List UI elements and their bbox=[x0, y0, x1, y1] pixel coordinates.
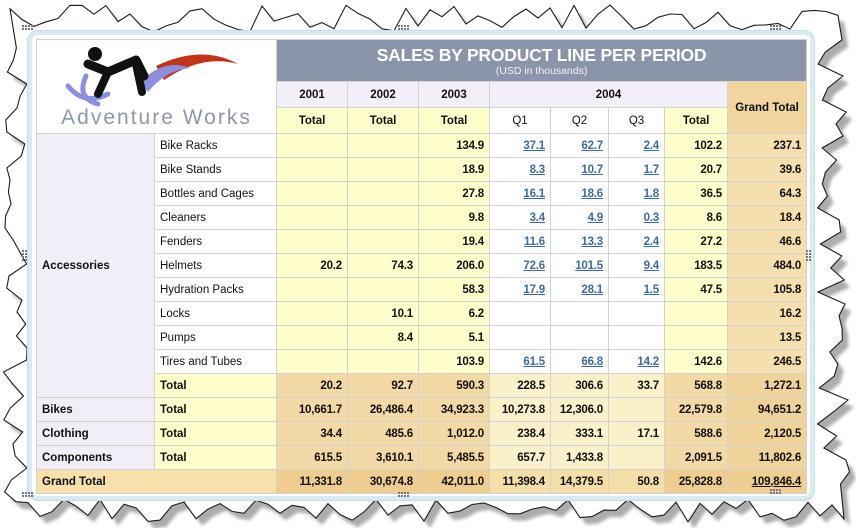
value-cell bbox=[665, 302, 728, 326]
value-cell: 26,486.4 bbox=[348, 398, 419, 422]
value-cell bbox=[609, 182, 665, 206]
value-cell bbox=[277, 206, 348, 230]
resize-handle-top-middle[interactable] bbox=[398, 25, 400, 27]
product-label-bike-stands: Bike Stands bbox=[155, 158, 277, 182]
value-cell bbox=[277, 350, 348, 374]
value-cell bbox=[551, 158, 609, 182]
product-label-bike-racks: Bike Racks bbox=[155, 134, 277, 158]
value-cell bbox=[348, 230, 419, 254]
value-cell bbox=[490, 134, 551, 158]
year-header-2001: 2001 bbox=[277, 82, 348, 108]
value-cell: 18.9 bbox=[419, 158, 490, 182]
quarter-drill-link[interactable]: 62.7 bbox=[581, 139, 603, 152]
total-subheader-2002: Total bbox=[348, 108, 419, 134]
year-header-2003: 2003 bbox=[419, 82, 490, 108]
value-cell: 237.1 bbox=[728, 134, 807, 158]
category-label-accessories: Accessories bbox=[37, 134, 155, 398]
value-cell bbox=[277, 278, 348, 302]
product-label-tires-and-tubes: Tires and Tubes bbox=[155, 350, 277, 374]
value-cell: 25,828.8 bbox=[665, 470, 728, 494]
value-cell bbox=[277, 230, 348, 254]
quarter-header-q2: Q2 bbox=[551, 108, 609, 134]
value-cell: 22,579.8 bbox=[665, 398, 728, 422]
total-row-label: Total bbox=[155, 374, 277, 398]
value-cell: 34,923.3 bbox=[419, 398, 490, 422]
value-cell: 20.2 bbox=[277, 254, 348, 278]
year-header-2002: 2002 bbox=[348, 82, 419, 108]
value-cell: 27.2 bbox=[665, 230, 728, 254]
value-cell: 588.6 bbox=[665, 422, 728, 446]
value-cell: 306.6 bbox=[551, 374, 609, 398]
category-label-components: Components bbox=[37, 446, 155, 470]
value-cell bbox=[551, 206, 609, 230]
quarter-drill-link[interactable]: 11.6 bbox=[524, 235, 545, 248]
value-cell: 102.2 bbox=[665, 134, 728, 158]
product-label-locks: Locks bbox=[155, 302, 277, 326]
value-cell: 485.6 bbox=[348, 422, 419, 446]
value-cell: 1,272.1 bbox=[728, 374, 807, 398]
product-label-pumps: Pumps bbox=[155, 326, 277, 350]
value-cell bbox=[490, 158, 551, 182]
value-cell: 8.6 bbox=[665, 206, 728, 230]
value-cell: 183.5 bbox=[665, 254, 728, 278]
value-cell: 246.5 bbox=[728, 350, 807, 374]
quarter-drill-link[interactable]: 17.9 bbox=[523, 283, 545, 296]
value-cell: 10,273.8 bbox=[490, 398, 551, 422]
product-label-helmets: Helmets bbox=[155, 254, 277, 278]
report-title-cell bbox=[277, 40, 807, 82]
quarter-drill-link[interactable]: 13.3 bbox=[581, 235, 603, 248]
resize-handle-bottom-middle[interactable] bbox=[398, 492, 400, 494]
quarter-drill-link[interactable]: 2.4 bbox=[643, 139, 659, 152]
value-cell bbox=[551, 302, 609, 326]
value-cell bbox=[348, 182, 419, 206]
value-cell: 20.7 bbox=[665, 158, 728, 182]
value-cell bbox=[609, 302, 665, 326]
quarter-drill-link[interactable]: 1.8 bbox=[643, 187, 659, 200]
value-cell: 10.1 bbox=[348, 302, 419, 326]
quarter-drill-link[interactable]: 101.5 bbox=[575, 259, 603, 272]
value-cell: 206.0 bbox=[419, 254, 490, 278]
value-cell: 42,011.0 bbox=[419, 470, 490, 494]
value-cell: 36.5 bbox=[665, 182, 728, 206]
value-cell: 16.2 bbox=[728, 302, 807, 326]
value-cell bbox=[490, 350, 551, 374]
value-cell bbox=[551, 182, 609, 206]
sales-pivot-table bbox=[36, 39, 807, 494]
quarter-drill-link[interactable]: 66.8 bbox=[581, 355, 603, 368]
value-cell: 20.2 bbox=[277, 374, 348, 398]
quarter-drill-link[interactable]: 28.1 bbox=[581, 283, 603, 296]
value-cell bbox=[490, 278, 551, 302]
value-cell: 103.9 bbox=[419, 350, 490, 374]
value-cell bbox=[609, 350, 665, 374]
value-cell: 333.1 bbox=[551, 422, 609, 446]
value-cell: 11,398.4 bbox=[490, 470, 551, 494]
value-cell: 228.5 bbox=[490, 374, 551, 398]
value-cell bbox=[665, 326, 728, 350]
value-cell bbox=[551, 134, 609, 158]
value-cell: 13.5 bbox=[728, 326, 807, 350]
value-cell bbox=[490, 206, 551, 230]
value-cell: 74.3 bbox=[348, 254, 419, 278]
value-cell: 94,651.2 bbox=[728, 398, 807, 422]
quarter-drill-link[interactable]: 72.6 bbox=[523, 259, 545, 272]
value-cell: 18.4 bbox=[728, 206, 807, 230]
value-cell: 5,485.5 bbox=[419, 446, 490, 470]
report-subtitle: (USD in thousands) bbox=[495, 64, 588, 77]
value-cell bbox=[348, 158, 419, 182]
value-cell: 11,802.6 bbox=[728, 446, 807, 470]
value-cell bbox=[277, 302, 348, 326]
resize-handle-bottom-left[interactable] bbox=[22, 492, 24, 494]
value-cell: 9.8 bbox=[419, 206, 490, 230]
value-cell: 14,379.5 bbox=[551, 470, 609, 494]
product-label-bottles-and-cages: Bottles and Cages bbox=[155, 182, 277, 206]
value-cell bbox=[490, 326, 551, 350]
quarter-drill-link[interactable]: 18.6 bbox=[581, 187, 603, 200]
value-cell bbox=[609, 278, 665, 302]
value-cell: 12,306.0 bbox=[551, 398, 609, 422]
cyclist-logo-icon bbox=[52, 42, 262, 108]
value-cell bbox=[609, 206, 665, 230]
category-label-bikes: Bikes bbox=[37, 398, 155, 422]
company-name: Adventure Works bbox=[61, 106, 252, 129]
company-logo-cell bbox=[37, 40, 277, 134]
value-cell bbox=[609, 398, 665, 422]
value-cell bbox=[551, 278, 609, 302]
total-subheader-2004: Total bbox=[665, 108, 728, 134]
value-cell: 590.3 bbox=[419, 374, 490, 398]
value-cell: 34.4 bbox=[277, 422, 348, 446]
value-cell bbox=[490, 254, 551, 278]
value-cell bbox=[277, 182, 348, 206]
value-cell bbox=[551, 350, 609, 374]
value-cell bbox=[348, 206, 419, 230]
value-cell bbox=[348, 134, 419, 158]
resize-handle-top-right[interactable] bbox=[770, 25, 772, 27]
value-cell bbox=[551, 230, 609, 254]
value-cell bbox=[348, 278, 419, 302]
quarter-drill-link[interactable]: 2.4 bbox=[643, 235, 659, 248]
value-cell: 19.4 bbox=[419, 230, 490, 254]
value-cell: 1,012.0 bbox=[419, 422, 490, 446]
quarter-drill-link[interactable]: 0.3 bbox=[643, 211, 659, 224]
resize-handle-bottom-right[interactable] bbox=[770, 489, 772, 491]
value-cell: 58.3 bbox=[419, 278, 490, 302]
value-cell bbox=[277, 158, 348, 182]
value-cell: 615.5 bbox=[277, 446, 348, 470]
quarter-drill-link[interactable]: 1.7 bbox=[643, 163, 659, 176]
value-cell: 142.6 bbox=[665, 350, 728, 374]
quarter-header-q3: Q3 bbox=[609, 108, 665, 134]
value-cell bbox=[609, 326, 665, 350]
value-cell bbox=[609, 134, 665, 158]
value-cell: 92.7 bbox=[348, 374, 419, 398]
value-cell bbox=[490, 230, 551, 254]
value-cell: 39.6 bbox=[728, 158, 807, 182]
report-selection-frame[interactable] bbox=[28, 31, 814, 500]
year-header-2004: 2004 bbox=[490, 82, 728, 108]
value-cell bbox=[551, 326, 609, 350]
value-cell bbox=[609, 158, 665, 182]
quarter-header-q1: Q1 bbox=[490, 108, 551, 134]
value-cell: 8.4 bbox=[348, 326, 419, 350]
value-cell: 30,674.8 bbox=[348, 470, 419, 494]
value-cell bbox=[490, 182, 551, 206]
value-cell: 484.0 bbox=[728, 254, 807, 278]
quarter-drill-link[interactable]: 10.7 bbox=[581, 163, 603, 176]
value-cell bbox=[609, 446, 665, 470]
value-cell: 33.7 bbox=[609, 374, 665, 398]
resize-handle-left-middle[interactable] bbox=[22, 250, 24, 252]
resize-handle-top-left[interactable] bbox=[22, 25, 24, 27]
value-cell: 46.6 bbox=[728, 230, 807, 254]
value-cell: 2,120.5 bbox=[728, 422, 807, 446]
quarter-drill-link[interactable]: 9.4 bbox=[643, 259, 659, 272]
value-cell: 105.8 bbox=[728, 278, 807, 302]
quarter-drill-link[interactable]: 8.3 bbox=[529, 163, 545, 176]
product-label-fenders: Fenders bbox=[155, 230, 277, 254]
report-title: SALES BY PRODUCT LINE PER PERIOD bbox=[376, 44, 707, 65]
quarter-drill-link[interactable]: 4.9 bbox=[587, 211, 603, 224]
value-cell bbox=[609, 254, 665, 278]
value-cell: 1,433.8 bbox=[551, 446, 609, 470]
value-cell: 568.8 bbox=[665, 374, 728, 398]
value-cell: 50.8 bbox=[609, 470, 665, 494]
total-row-label: Total bbox=[155, 422, 277, 446]
total-row-label: Total bbox=[155, 398, 277, 422]
value-cell bbox=[609, 230, 665, 254]
grand-total-column-header: Grand Total bbox=[728, 82, 807, 134]
quarter-drill-link[interactable]: 3.4 bbox=[529, 211, 545, 224]
value-cell bbox=[277, 134, 348, 158]
value-cell bbox=[728, 470, 807, 494]
value-cell bbox=[490, 302, 551, 326]
value-cell: 17.1 bbox=[609, 422, 665, 446]
product-label-hydration-packs: Hydration Packs bbox=[155, 278, 277, 302]
value-cell: 2,091.5 bbox=[665, 446, 728, 470]
quarter-drill-link[interactable]: 14.2 bbox=[637, 355, 659, 368]
value-cell: 134.9 bbox=[419, 134, 490, 158]
total-row-label: Total bbox=[155, 446, 277, 470]
grand-total-drill-link[interactable]: 109,846.4 bbox=[751, 475, 802, 488]
quarter-drill-link[interactable]: 1.5 bbox=[643, 283, 659, 296]
quarter-drill-link[interactable]: 61.5 bbox=[523, 355, 545, 368]
value-cell: 5.1 bbox=[419, 326, 490, 350]
value-cell: 6.2 bbox=[419, 302, 490, 326]
value-cell bbox=[277, 326, 348, 350]
total-subheader-2003: Total bbox=[419, 108, 490, 134]
value-cell: 657.7 bbox=[490, 446, 551, 470]
value-cell: 64.3 bbox=[728, 182, 807, 206]
product-label-cleaners: Cleaners bbox=[155, 206, 277, 230]
category-label-clothing: Clothing bbox=[37, 422, 155, 446]
total-subheader-2001: Total bbox=[277, 108, 348, 134]
value-cell bbox=[551, 254, 609, 278]
value-cell: 27.8 bbox=[419, 182, 490, 206]
value-cell: 10,661.7 bbox=[277, 398, 348, 422]
value-cell: 238.4 bbox=[490, 422, 551, 446]
value-cell bbox=[348, 350, 419, 374]
quarter-drill-link[interactable]: 37.1 bbox=[523, 139, 545, 152]
quarter-drill-link[interactable]: 16.1 bbox=[523, 187, 545, 200]
value-cell: 47.5 bbox=[665, 278, 728, 302]
value-cell: 3,610.1 bbox=[348, 446, 419, 470]
grand-total-row-label: Grand Total bbox=[37, 470, 277, 494]
resize-handle-right-middle[interactable] bbox=[806, 250, 808, 252]
value-cell: 11,331.8 bbox=[277, 470, 348, 494]
